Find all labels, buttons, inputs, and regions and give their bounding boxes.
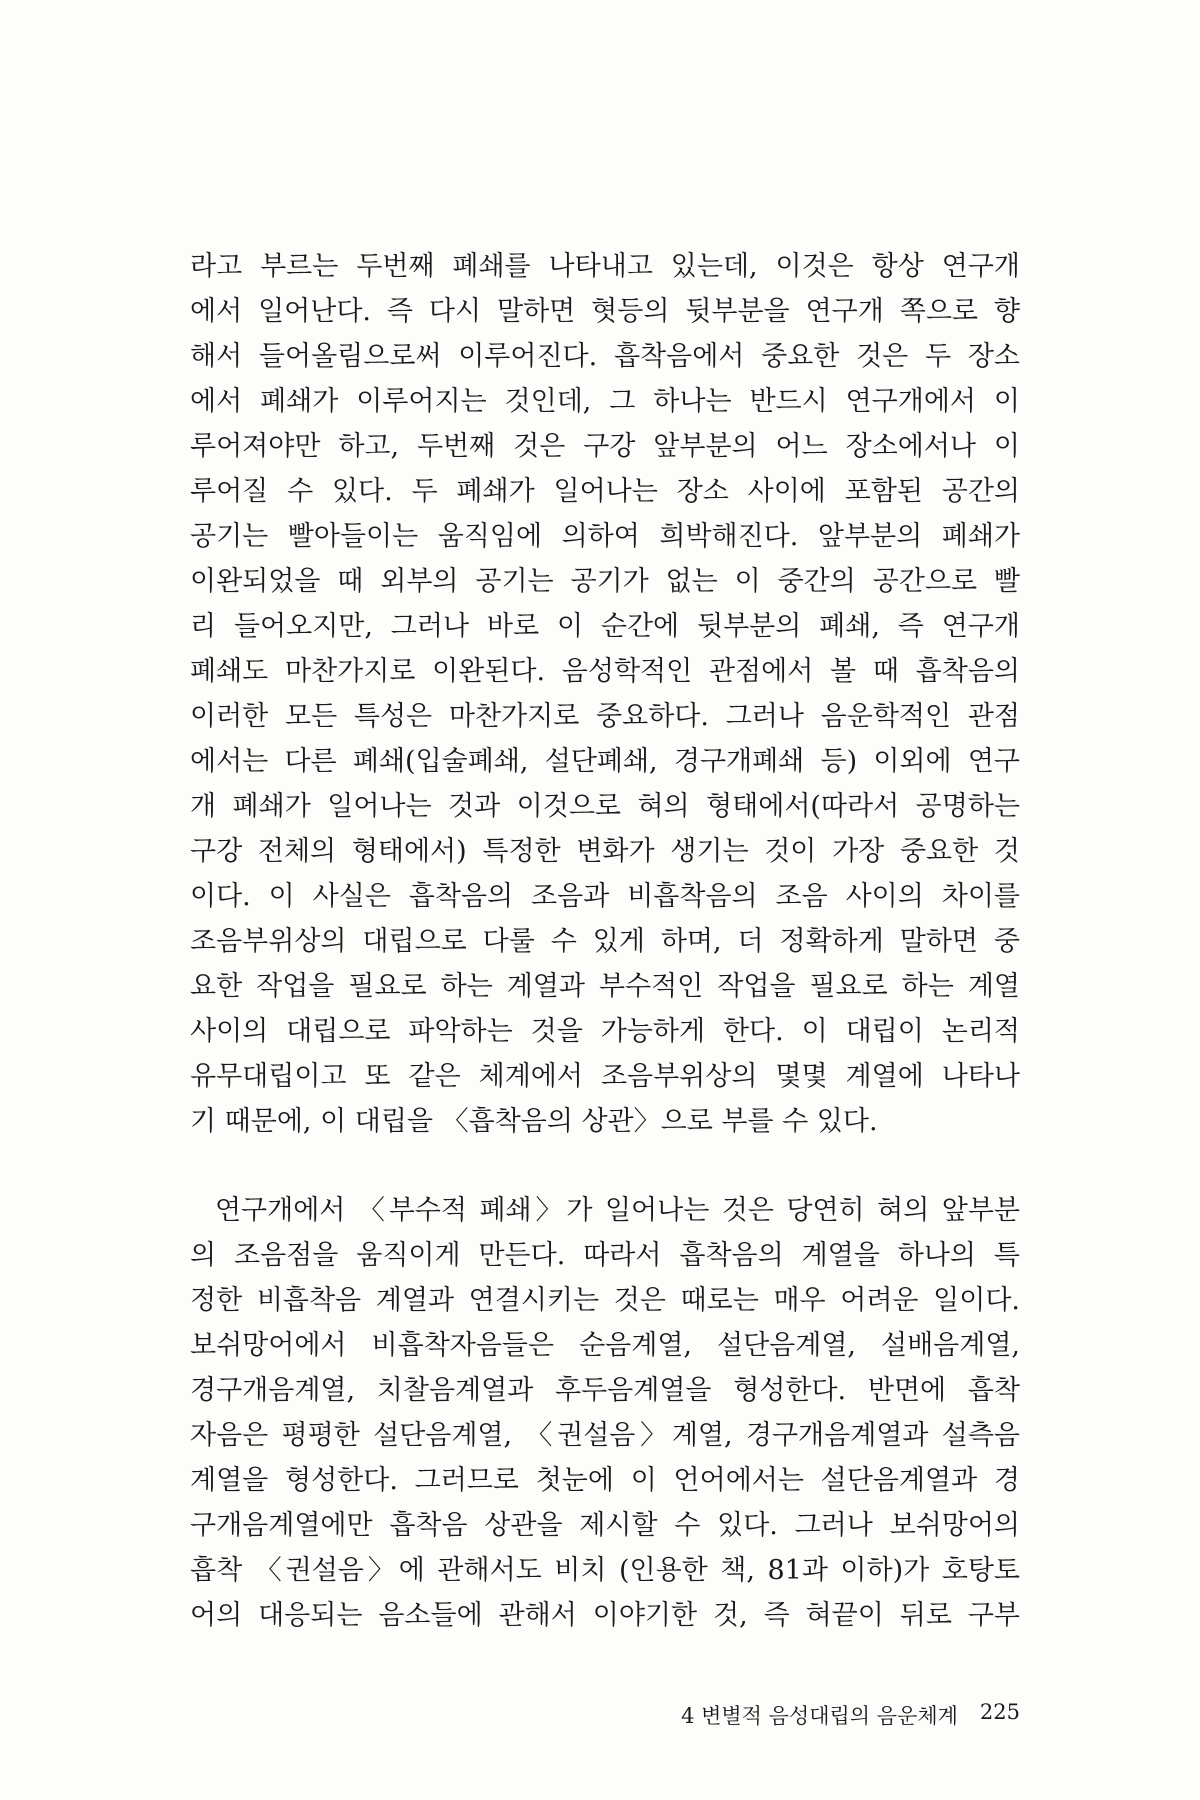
text-line: 구강 전체의 형태에서) 특정한 변화가 생기는 것이 가장 중요한 것: [190, 836, 1020, 867]
text-line: 폐쇄도 마찬가지로 이완된다. 음성학적인 관점에서 볼 때 흡착음의: [190, 656, 1020, 687]
text-line: 루어질 수 있다. 두 폐쇄가 일어나는 장소 사이에 포함된 공간의: [190, 476, 1020, 507]
text-line: 자음은 평평한 설단음계열, 〈권설음〉계열, 경구개음계열과 설측음: [190, 1420, 1020, 1451]
text-line: 해서 들어올림으로써 이루어진다. 흡착음에서 중요한 것은 두 장소: [190, 341, 1020, 372]
page-number: 225: [979, 1700, 1020, 1724]
text-line: 계열을 형성한다. 그러므로 첫눈에 이 언어에서는 설단음계열과 경: [190, 1465, 1020, 1496]
text-line: 리 들어오지만, 그러나 바로 이 순간에 뒷부분의 폐쇄, 즉 연구개: [190, 611, 1020, 642]
text-line: 조음부위상의 대립으로 다룰 수 있게 하며, 더 정확하게 말하면 중: [190, 926, 1020, 957]
text-line: 라고 부르는 두번째 폐쇄를 나타내고 있는데, 이것은 항상 연구개: [190, 251, 1020, 282]
text-line: 연구개에서 〈부수적 폐쇄〉가 일어나는 것은 당연히 혀의 앞부분: [190, 1195, 1020, 1226]
text-line: 이러한 모든 특성은 마찬가지로 중요하다. 그러나 음운학적인 관점: [190, 701, 1020, 732]
text-line: 이완되었을 때 외부의 공기는 공기가 없는 이 중간의 공간으로 빨: [190, 566, 1020, 597]
text-line: 사이의 대립으로 파악하는 것을 가능하게 한다. 이 대립이 논리적: [190, 1016, 1020, 1047]
text-line: 개 폐쇄가 일어나는 것과 이것으로 혀의 형태에서(따라서 공명하는: [190, 791, 1020, 822]
paragraph-1: [190, 244, 1020, 1144]
text-line: 구개음계열에만 흡착음 상관을 제시할 수 있다. 그러나 보쉬망어의: [190, 1510, 1020, 1541]
text-line: 어의 대응되는 음소들에 관해서 이야기한 것, 즉 혀끝이 뒤로 구부: [190, 1600, 1020, 1631]
running-title: 4 변별적 음성대립의 음운체계: [681, 1704, 958, 1728]
text-line: 루어져야만 하고, 두번째 것은 구강 앞부분의 어느 장소에서나 이: [190, 431, 1020, 462]
text-line: 보쉬망어에서 비흡착자음들은 순음계열, 설단음계열, 설배음계열,: [190, 1330, 1020, 1361]
text-line: 에서는 다른 폐쇄(입술폐쇄, 설단폐쇄, 경구개폐쇄 등) 이외에 연구: [190, 746, 1020, 777]
text-line: 의 조음점을 움직이게 만든다. 따라서 흡착음의 계열을 하나의 특: [190, 1240, 1020, 1271]
text-line: 에서 일어난다. 즉 다시 말하면 혓등의 뒷부분을 연구개 쪽으로 향: [190, 296, 1020, 327]
running-footer: [600, 1700, 1020, 1730]
text-line: 정한 비흡착음 계열과 연결시키는 것은 때로는 매우 어려운 일이다.: [190, 1285, 1020, 1316]
text-line: 에서 폐쇄가 이루어지는 것인데, 그 하나는 반드시 연구개에서 이: [190, 386, 1020, 417]
body-text: [190, 244, 1020, 1638]
text-line: 이다. 이 사실은 흡착음의 조음과 비흡착음의 조음 사이의 차이를: [190, 881, 1020, 912]
text-line: 공기는 빨아들이는 움직임에 의하여 희박해진다. 앞부분의 폐쇄가: [190, 521, 1020, 552]
text-line: 흡착 〈권설음〉에 관해서도 비치 (인용한 책, 81과 이하)가 호탕토: [190, 1555, 1020, 1586]
paragraph-2: [190, 1188, 1020, 1638]
text-line: 요한 작업을 필요로 하는 계열과 부수적인 작업을 필요로 하는 계열: [190, 971, 1020, 1002]
text-line: 유무대립이고 또 같은 체계에서 조음부위상의 몇몇 계열에 나타나: [190, 1061, 1020, 1092]
text-line: 기 때문에, 이 대립을 〈흡착음의 상관〉으로 부를 수 있다.: [190, 1106, 878, 1137]
text-line: 경구개음계열, 치찰음계열과 후두음계열을 형성한다. 반면에 흡착: [190, 1375, 1020, 1406]
